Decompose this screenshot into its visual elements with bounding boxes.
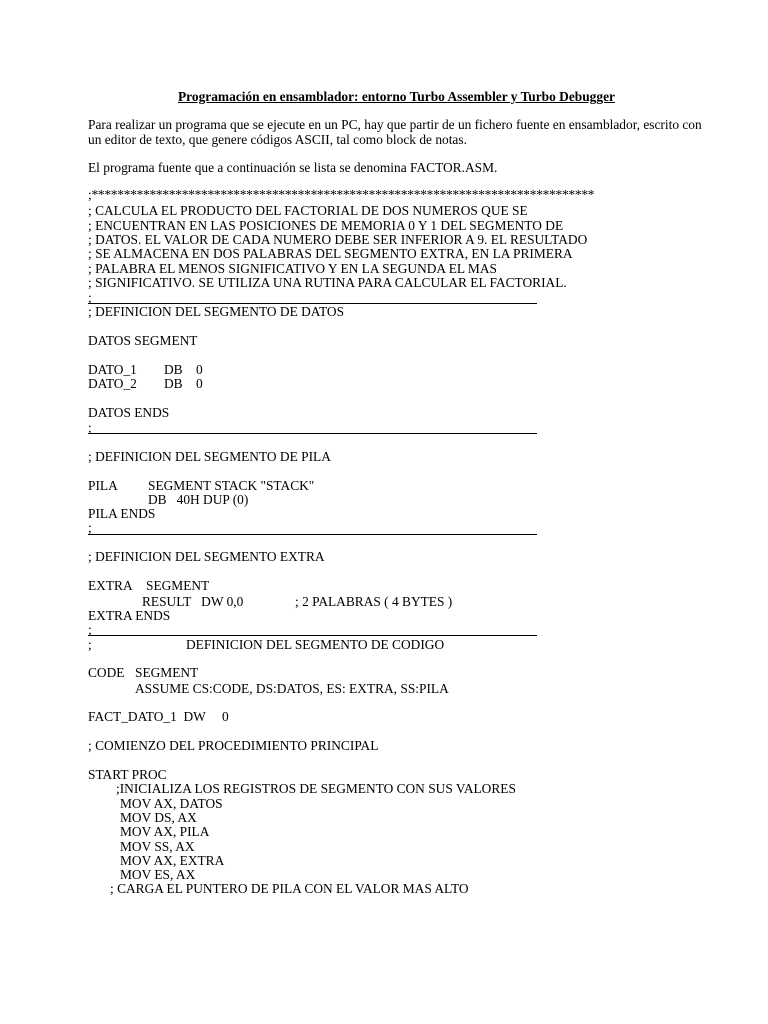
def-pila-comment: ; DEFINICION DEL SEGMENTO DE PILA [88,449,331,464]
instruction-line: MOV AX, DATOS [120,796,223,811]
extra-label: EXTRA [88,578,133,593]
comment-stars-line: ;****************************************************************************** [88,187,595,202]
code-label: CODE [88,665,125,680]
comment-line-1: ; CALCULA EL PRODUCTO DEL FACTORIAL DE DOS NUMEROS QUE SE [88,203,528,218]
start-proc-line: START PROC [88,767,167,782]
dato1-directive: DB [164,362,183,377]
pila-label: PILA [88,478,118,493]
comienzo-comment: ; COMIENZO DEL PROCEDIMIENTO PRINCIPAL [88,738,379,753]
dato1-label: DATO_1 [88,362,137,377]
def-datos-comment: ; DEFINICION DEL SEGMENTO DE DATOS [88,304,345,319]
result-declaration: RESULT DW 0,0 [142,594,244,609]
dato2-label: DATO_2 [88,376,137,391]
dato1-value: 0 [196,362,203,377]
dato2-directive: DB [164,376,183,391]
document-title: Programación en ensamblador: entorno Turbo Assembler y Turbo Debugger [178,89,615,104]
carga-comment: ; CARGA EL PUNTERO DE PILA CON EL VALOR MAS ALTO [110,881,469,896]
fact-dato-value: 0 [222,709,229,724]
separator-semicolon: ; [88,420,92,435]
extra-ends-line: EXTRA ENDS [88,608,171,623]
separator-rule [88,534,537,535]
result-comment: ; 2 PALABRAS ( 4 BYTES ) [295,594,453,609]
pila-db-dup: DB 40H DUP (0) [148,492,249,507]
instruction-line: MOV AX, EXTRA [120,853,225,868]
datos-ends-line: DATOS ENDS [88,405,170,420]
separator-semicolon: ; [88,290,92,305]
datos-segment-line: DATOS SEGMENT [88,333,198,348]
instruction-line: MOV SS, AX [120,839,195,854]
extra-segment-keyword: SEGMENT [146,578,210,593]
instruction-line: MOV AX, PILA [120,824,210,839]
separator-rule [88,433,537,434]
intro-paragraph-line-3: El programa fuente que a continuación se lista se denomina FACTOR.ASM. [88,160,498,175]
dato2-value: 0 [196,376,203,391]
def-codigo-semicolon: ; [88,637,92,652]
fact-dato-declaration: FACT_DATO_1 DW [88,709,206,724]
def-extra-comment: ; DEFINICION DEL SEGMENTO EXTRA [88,549,325,564]
comment-line-6: ; SIGNIFICATIVO. SE UTILIZA UNA RUTINA PARA CALCULAR EL FACTORIAL. [88,275,567,290]
pila-ends-line: PILA ENDS [88,506,156,521]
comment-line-4: ; SE ALMACENA EN DOS PALABRAS DEL SEGMENTO EXTRA, EN LA PRIMERA [88,246,573,261]
intro-paragraph-line-2: un editor de texto, que genere códigos ASCII, tal como block de notas. [88,132,467,147]
instruction-line: MOV DS, AX [120,810,197,825]
separator-semicolon: ; [88,622,92,637]
code-segment-keyword: SEGMENT [135,665,199,680]
inicializa-comment: ;INICIALIZA LOS REGISTROS DE SEGMENTO CON SUS VALORES [116,781,516,796]
intro-paragraph-line-1: Para realizar un programa que se ejecute en un PC, hay que partir de un fichero fuente en ensamblador, escrito con [88,117,702,132]
pila-segment-stack: SEGMENT STACK "STACK" [148,478,315,493]
comment-line-5: ; PALABRA EL MENOS SIGNIFICATIVO Y EN LA SEGUNDA EL MAS [88,261,497,276]
comment-line-3: ; DATOS. EL VALOR DE CADA NUMERO DEBE SER INFERIOR A 9. EL RESULTADO [88,232,588,247]
comment-line-2: ; ENCUENTRAN EN LAS POSICIONES DE MEMORIA 0 Y 1 DEL SEGMENTO DE [88,218,564,233]
instruction-line: MOV ES, AX [120,867,196,882]
separator-rule [88,635,537,636]
separator-semicolon: ; [88,520,92,535]
def-codigo-comment: DEFINICION DEL SEGMENTO DE CODIGO [186,637,445,652]
assume-line: ASSUME CS:CODE, DS:DATOS, ES: EXTRA, SS:PILA [135,681,449,696]
